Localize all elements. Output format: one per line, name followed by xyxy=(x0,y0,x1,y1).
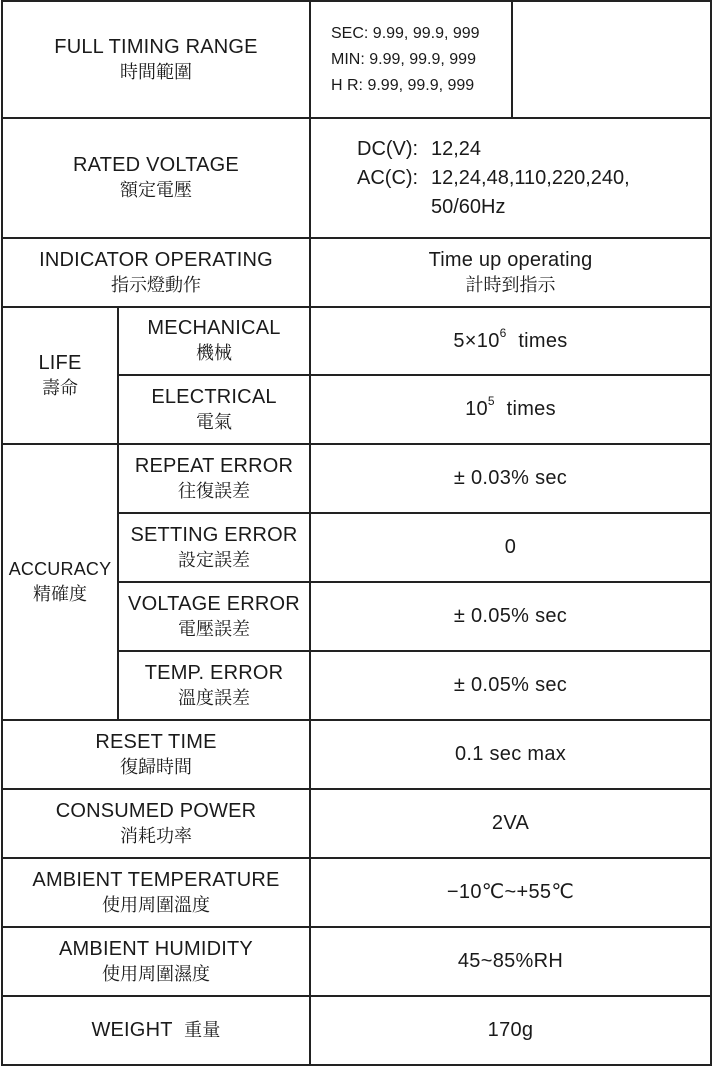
life-label-cell xyxy=(2,307,118,444)
mechanical-label-en: MECHANICAL xyxy=(147,317,281,339)
accuracy-label-cell xyxy=(2,444,118,720)
life-label-en: LIFE xyxy=(38,351,82,374)
rated-voltage-value-cell xyxy=(310,118,711,238)
weight-value-cell xyxy=(310,996,711,1065)
indicator-value-zh: 計時到指示 xyxy=(465,274,556,296)
electrical-label-cell xyxy=(118,375,310,444)
timing-range-label-zh: 時間範圍 xyxy=(120,61,192,83)
spec-table xyxy=(1,0,712,1066)
electrical-label-en: ELECTRICAL xyxy=(151,385,277,408)
indicator-label-en: INDICATOR OPERATING xyxy=(39,248,273,271)
row-ambient-humidity xyxy=(2,927,711,996)
weight-label-cell xyxy=(2,996,310,1065)
ambient-humidity-value: 45~85%RH xyxy=(457,950,564,972)
electrical-label-zh: 電氣 xyxy=(196,411,232,433)
rated-voltage-label-zh: 額定電壓 xyxy=(120,180,192,201)
voltage-error-value-cell xyxy=(310,582,711,651)
timing-range-hr: H R: 9.99, 99.9, 999 xyxy=(331,76,475,94)
voltage-error-label-cell xyxy=(118,582,310,651)
temp-error-label-zh: 溫度誤差 xyxy=(178,687,250,709)
electrical-value-cell xyxy=(310,375,711,444)
mechanical-label-zh: 機械 xyxy=(196,343,232,364)
row-life-mechanical xyxy=(2,307,711,375)
electrical-value-unit: times xyxy=(506,398,556,420)
repeat-error-label-cell xyxy=(118,444,310,513)
weight-label-en: WEIGHT xyxy=(91,1019,173,1041)
repeat-error-value: ± 0.03% sec xyxy=(453,467,568,489)
row-reset-time xyxy=(2,720,711,789)
timing-range-blank-cell xyxy=(513,2,710,117)
weight-value: 170g xyxy=(487,1019,534,1041)
setting-error-label-zh: 設定誤差 xyxy=(178,549,250,571)
voltage-error-value: ± 0.05% sec xyxy=(453,605,568,627)
mechanical-value-cell xyxy=(310,307,711,375)
timing-range-lines xyxy=(311,2,513,117)
temp-error-label-cell xyxy=(118,651,310,720)
ac-label: AC(C): xyxy=(357,166,419,189)
ambient-temperature-value-cell xyxy=(310,858,711,927)
timing-range-sec: SEC: 9.99, 99.9, 999 xyxy=(331,24,480,42)
timing-range-min: MIN: 9.99, 99.9, 999 xyxy=(331,50,476,68)
ambient-temperature-label-en: AMBIENT TEMPERATURE xyxy=(32,868,280,891)
rated-voltage-label-en: RATED VOLTAGE xyxy=(73,154,239,176)
ambient-temperature-label-cell xyxy=(2,858,310,927)
row-indicator xyxy=(2,238,711,307)
ambient-humidity-label-en: AMBIENT HUMIDITY xyxy=(59,937,253,960)
temp-error-label-en: TEMP. ERROR xyxy=(144,661,284,684)
setting-error-value: 0 xyxy=(504,536,517,558)
dc-value: 12,24 xyxy=(431,137,482,160)
reset-time-value: 0.1 sec max xyxy=(454,743,567,765)
mechanical-value-unit: times xyxy=(518,329,568,352)
timing-range-label-cell xyxy=(2,1,310,118)
accuracy-label-zh: 精確度 xyxy=(33,584,87,605)
voltage-error-label-zh: 電壓誤差 xyxy=(178,618,250,640)
timing-range-label-en: FULL TIMING RANGE xyxy=(54,35,258,58)
reset-time-label-zh: 復歸時間 xyxy=(120,756,192,778)
repeat-error-label-zh: 往復誤差 xyxy=(178,480,250,502)
setting-error-label-en: SETTING ERROR xyxy=(130,523,298,546)
mechanical-value xyxy=(311,325,710,355)
temp-error-value: ± 0.05% sec xyxy=(453,674,568,696)
indicator-value-cell xyxy=(310,238,711,307)
row-timing-range xyxy=(2,1,711,118)
ambient-humidity-label-zh: 使用周圍濕度 xyxy=(102,963,210,985)
electrical-value xyxy=(311,396,710,423)
row-rated-voltage xyxy=(2,118,711,238)
ambient-humidity-label-cell xyxy=(2,927,310,996)
electrical-value-exp: 5 xyxy=(487,394,495,408)
repeat-error-label-en: REPEAT ERROR xyxy=(134,454,294,477)
mechanical-value-exp: 6 xyxy=(499,325,507,340)
ambient-humidity-value-cell xyxy=(310,927,711,996)
mechanical-value-base: 5×10 xyxy=(453,329,500,352)
consumed-power-value-cell xyxy=(310,789,711,858)
row-accuracy-repeat xyxy=(2,444,711,513)
life-label-zh: 壽命 xyxy=(42,377,78,399)
mechanical-label-cell xyxy=(118,307,310,375)
consumed-power-label-en: CONSUMED POWER xyxy=(55,799,257,822)
ambient-temperature-label-zh: 使用周圍溫度 xyxy=(102,894,210,916)
ac-value-cont: 50/60Hz xyxy=(431,195,506,218)
consumed-power-value: 2VA xyxy=(491,812,530,834)
temp-error-value-cell xyxy=(310,651,711,720)
reset-time-value-cell xyxy=(310,720,711,789)
indicator-label-zh: 指示燈動作 xyxy=(111,274,201,296)
row-ambient-temperature xyxy=(2,858,711,927)
repeat-error-value-cell xyxy=(310,444,711,513)
ambient-temperature-value: −10℃~+55℃ xyxy=(446,881,575,903)
accuracy-label-en: ACCURACY xyxy=(8,559,112,579)
row-consumed-power xyxy=(2,789,711,858)
setting-error-value-cell xyxy=(310,513,711,582)
weight-label xyxy=(3,1018,309,1043)
dc-label: DC(V): xyxy=(357,137,419,160)
weight-label-zh: 重量 xyxy=(184,1020,221,1041)
timing-range-value-cell xyxy=(310,1,711,118)
voltage-error-label-en: VOLTAGE ERROR xyxy=(128,592,300,615)
consumed-power-label-cell xyxy=(2,789,310,858)
indicator-label-cell xyxy=(2,238,310,307)
reset-time-label-en: RESET TIME xyxy=(95,730,217,753)
setting-error-label-cell xyxy=(118,513,310,582)
consumed-power-label-zh: 消耗功率 xyxy=(120,825,192,847)
reset-time-label-cell xyxy=(2,720,310,789)
indicator-value-en: Time up operating xyxy=(428,248,593,271)
ac-value: 12,24,48,110,220,240, xyxy=(431,166,630,189)
row-weight xyxy=(2,996,711,1065)
rated-voltage-label-cell xyxy=(2,118,310,238)
electrical-value-base: 10 xyxy=(465,398,488,420)
